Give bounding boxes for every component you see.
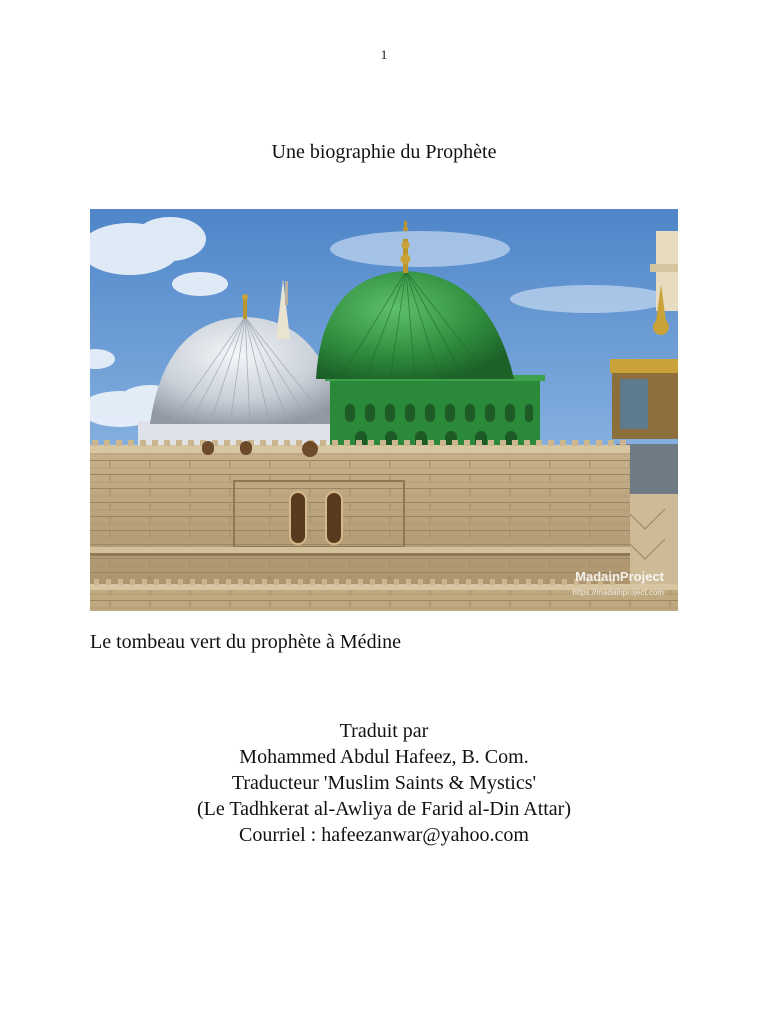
credit-line-translated-by: Traduit par — [339, 720, 429, 742]
watermark-brand: MadainProject — [575, 569, 664, 584]
credit-line-translator-role: Traducteur 'Muslim Saints & Mystics' — [231, 772, 537, 794]
credit-line-source-work: (Le Tadhkerat al-Awliya de Farid al-Din Attar) — [196, 798, 572, 820]
photo-caption: Le tombeau vert du prophète à Médine — [90, 631, 401, 653]
watermark-url: https://madainproject.com — [572, 588, 664, 597]
page-number: 1 — [380, 47, 388, 62]
credit-line-email: Courriel : hafeezanwar@yahoo.com — [239, 824, 529, 846]
document-title: Une biographie du Prophète — [271, 141, 497, 163]
photo-illustration — [90, 209, 678, 611]
green-dome-photo — [90, 209, 678, 611]
credit-line-translator-name: Mohammed Abdul Hafeez, B. Com. — [239, 746, 529, 768]
translator-credits — [0, 718, 768, 848]
